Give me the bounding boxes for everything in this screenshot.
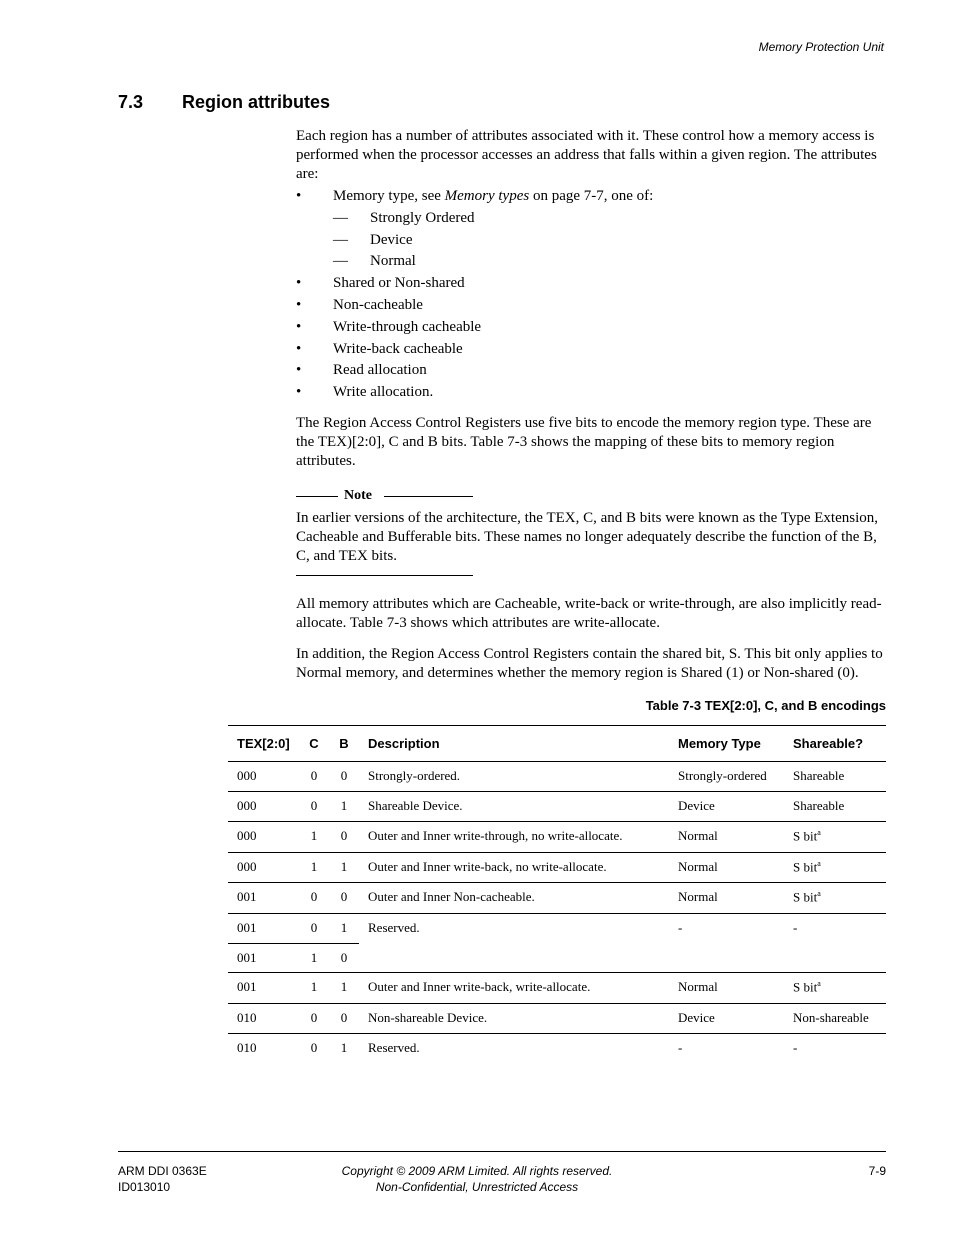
sub-list-item: — Normal bbox=[333, 253, 416, 270]
section-number: 7.3 bbox=[118, 92, 144, 112]
intro-paragraph: Each region has a number of attributes associated with it. These control how a memory access is performed when the processor accesses an address that falls within a given region. The attributes are: bbox=[296, 128, 877, 182]
list-item: • Read allocation bbox=[296, 362, 427, 379]
footnote-marker: a bbox=[817, 979, 821, 988]
encodings-table bbox=[228, 725, 886, 1064]
table-row: 000 0 0 Strongly-ordered. Strongly-ordered Shareable bbox=[228, 762, 886, 792]
list-item: • Write allocation. bbox=[296, 384, 434, 401]
note-rule-bottom bbox=[296, 575, 473, 576]
footnote-marker: a bbox=[817, 828, 821, 837]
memory-types-link[interactable]: Memory types bbox=[444, 188, 530, 204]
allocate-paragraph: All memory attributes which are Cacheable, write-back or write-through, are also implicitly read-allocate. Table 7-3 shows which attributes are write-allocate. bbox=[296, 596, 882, 631]
footnote-marker: a bbox=[817, 859, 821, 868]
footer-rule bbox=[118, 1151, 886, 1152]
list-item: • Shared or Non-shared bbox=[296, 275, 465, 292]
section-heading bbox=[118, 92, 330, 113]
sub-list-item: — Strongly Ordered bbox=[333, 209, 475, 226]
table-row: 001 0 1 Reserved. - - bbox=[228, 914, 886, 944]
footnote-marker: a bbox=[817, 889, 821, 898]
table-caption: Table 7-3 TEX[2:0], C, and B encodings bbox=[645, 698, 886, 713]
copyright: Copyright © 2009 ARM Limited. All rights reserved. bbox=[341, 1164, 613, 1178]
list-item: • Write-through cacheable bbox=[296, 318, 482, 335]
table-row: 001 1 1 Outer and Inner write-back, write-allocate. Normal S bit$^a$ bbox=[228, 973, 886, 1004]
table-row: 000 0 1 Shareable Device. Device Shareable bbox=[228, 792, 886, 822]
attribute-list bbox=[296, 186, 888, 404]
running-header: Memory Protection Unit bbox=[758, 40, 884, 54]
list-item: • Write-back cacheable bbox=[296, 340, 463, 357]
confidentiality: Non-Confidential, Unrestricted Access bbox=[375, 1180, 579, 1194]
table-row: 000 1 1 Outer and Inner write-back, no write-allocate. Normal S bit$^a$ bbox=[228, 853, 886, 883]
section-title: Region attributes bbox=[182, 92, 331, 112]
column-header: Description bbox=[359, 726, 669, 762]
note-label: Note bbox=[344, 488, 372, 503]
table-row: 001 1 0 bbox=[228, 944, 886, 973]
list-item: • Memory type, see Memory types on page 7-7, one of: bbox=[296, 188, 654, 204]
table-row: 001 0 0 Outer and Inner Non-cacheable. Normal S bit$^a$ bbox=[228, 883, 886, 914]
note-header bbox=[296, 488, 473, 504]
issue-id: ID013010 bbox=[118, 1180, 171, 1194]
column-header: TEX[2:0] bbox=[228, 726, 299, 762]
table-row: 000 1 0 Outer and Inner write-through, no write-allocate. Normal S bit$^a$ bbox=[228, 822, 886, 853]
shared-paragraph: In addition, the Region Access Control Registers contain the shared bit, S. This bit only applies to Normal memory, and determines whether the memory region is Shared (1) or Non-shared (0). bbox=[296, 646, 883, 681]
table-row: 010 0 0 Non-shareable Device. Device Non-shareable bbox=[228, 1004, 886, 1034]
note-rule-right bbox=[384, 496, 473, 497]
list-item: • Non-cacheable bbox=[296, 296, 423, 313]
column-header: B bbox=[329, 726, 359, 762]
column-header: Shareable? bbox=[784, 726, 886, 762]
doc-id: ARM DDI 0363E bbox=[118, 1164, 207, 1178]
note-rule-left bbox=[296, 496, 338, 497]
sub-list-item: — Device bbox=[333, 231, 413, 248]
column-header: C bbox=[299, 726, 329, 762]
table-header-row bbox=[228, 726, 886, 762]
table-row: 010 0 1 Reserved. - - bbox=[237, 1040, 798, 1055]
note-text: In earlier versions of the architecture, the TEX, C, and B bits were known as the Type Extension, Cacheable and Bufferable bits. These names no longer adequately describe the function of the B, C, and TEX bits. bbox=[296, 510, 878, 564]
column-header: Memory Type bbox=[669, 726, 784, 762]
footer-center bbox=[0, 1163, 954, 1195]
page-number: 7-9 bbox=[868, 1164, 886, 1178]
region-access-paragraph: The Region Access Control Registers use five bits to encode the memory region type. These are the TEX)[2:0], C and B bits. Table 7-3 shows the mapping of these bits to memory region attributes. bbox=[296, 415, 872, 469]
